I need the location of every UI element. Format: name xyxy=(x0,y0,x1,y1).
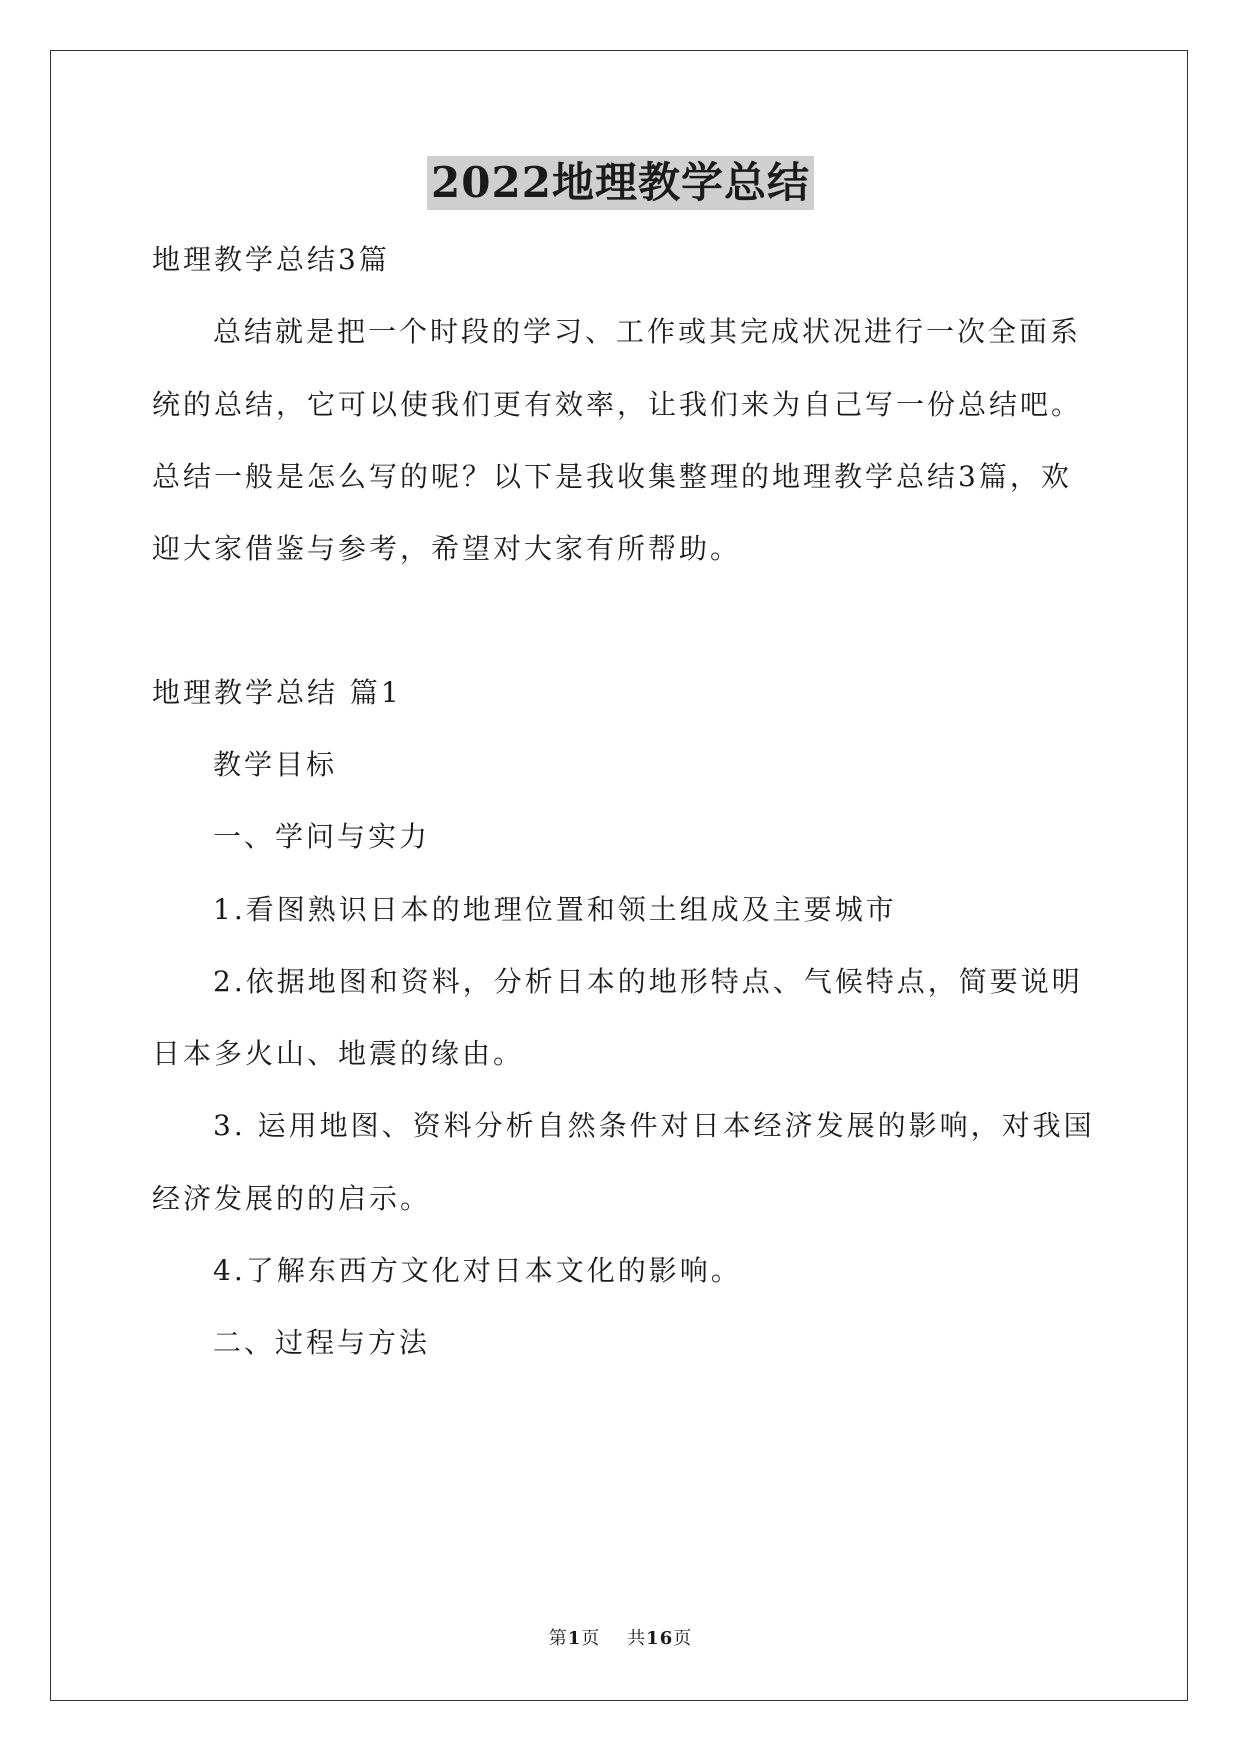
page-border xyxy=(50,50,1188,1701)
document-title: 2022地理教学总结 xyxy=(427,156,814,210)
document-subtitle: 地理教学总结3篇 xyxy=(152,243,390,276)
part1-heading: 一、学问与实力 xyxy=(213,820,431,853)
section-heading: 地理教学总结 篇1 xyxy=(152,676,402,709)
page-footer xyxy=(0,1627,1241,1651)
goals-heading: 教学目标 xyxy=(213,748,338,781)
intro-line-4: 迎大家借鉴与参考，希望对大家有所帮助。 xyxy=(152,532,742,565)
footer-page-number: 1 xyxy=(567,1628,582,1649)
intro-line-2: 统的总结，它可以使我们更有效率，让我们来为自己写一份总结吧。 xyxy=(152,388,1083,421)
goal-item-3-line-2: 经济发展的的启示。 xyxy=(152,1182,432,1215)
intro-line-3: 总结一般是怎么写的呢？以下是我收集整理的地理教学总结3篇，欢 xyxy=(152,460,1072,493)
footer-total-pages: 16 xyxy=(646,1628,674,1649)
footer-total-prefix: 共 xyxy=(627,1628,647,1649)
footer-page-prefix: 第 xyxy=(548,1628,568,1649)
part2-heading: 二、过程与方法 xyxy=(213,1326,431,1359)
goal-item-1: 1.看图熟识日本的地理位置和领土组成及主要城市 xyxy=(213,893,897,926)
goal-item-2-line-1: 2.依据地图和资料，分析日本的地形特点、气候特点，简要说明 xyxy=(213,965,1083,998)
intro-line-1: 总结就是把一个时段的学习、工作或其完成状况进行一次全面系 xyxy=(213,315,1082,348)
title-container xyxy=(0,156,1241,210)
goal-item-3-line-1: 3. 运用地图、资料分析自然条件对日本经济发展的影响，对我国 xyxy=(213,1109,1095,1142)
footer-total-suffix: 页 xyxy=(673,1628,693,1649)
goal-item-4: 4.了解东西方文化对日本文化的影响。 xyxy=(213,1254,742,1287)
goal-item-2-line-2: 日本多火山、地震的缘由。 xyxy=(152,1037,525,1070)
footer-page-suffix: 页 xyxy=(581,1628,601,1649)
